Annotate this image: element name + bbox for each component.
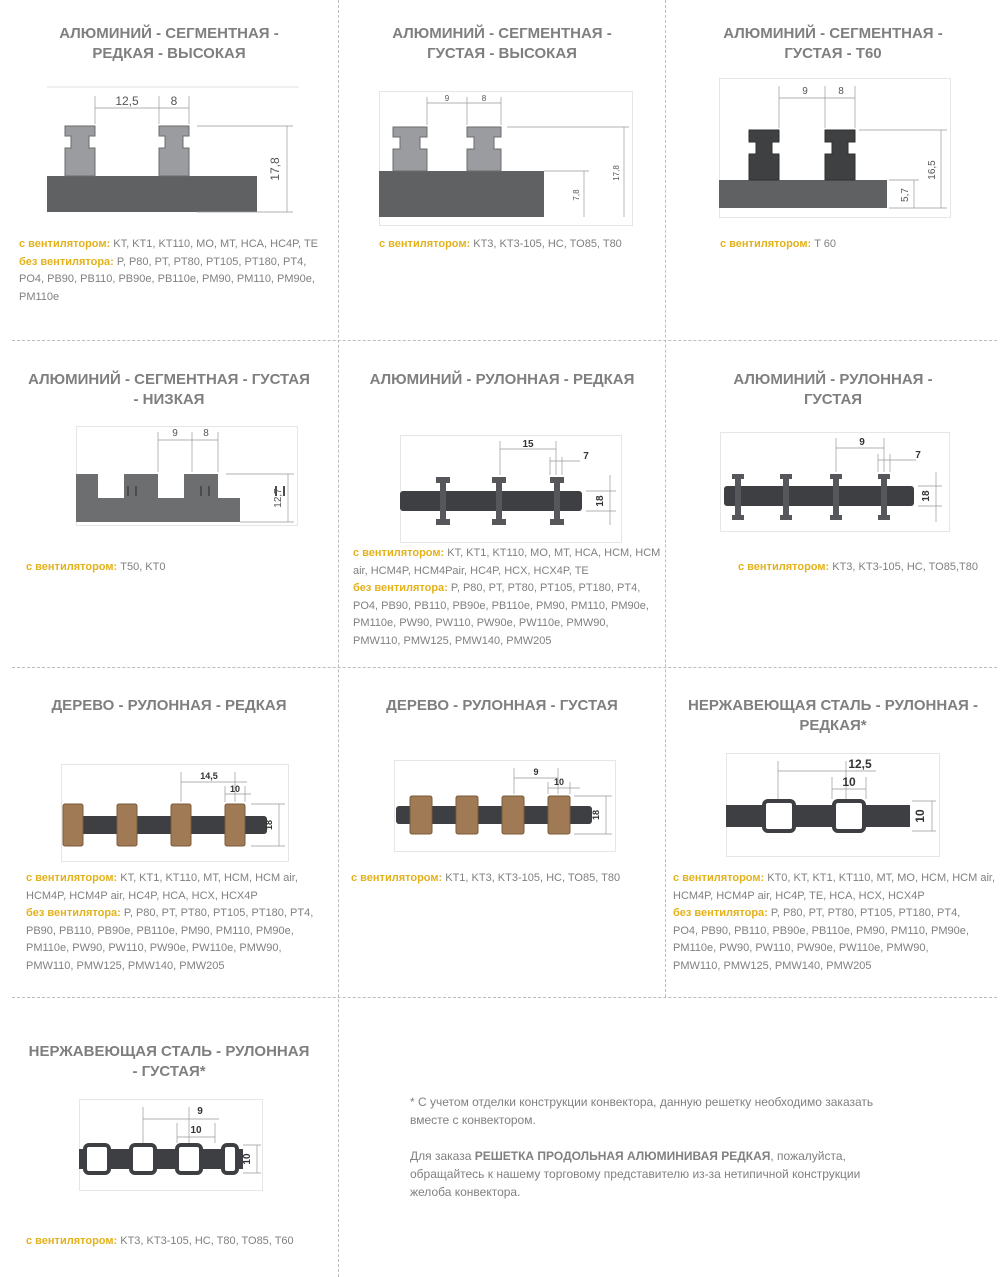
compatibility-list <box>26 870 336 975</box>
grille-title: АЛЮМИНИЙ - РУЛОННАЯ - ГУСТАЯ <box>733 371 933 408</box>
with-fan-label: с вентилятором: <box>673 872 765 884</box>
with-fan-label: с вентилятором: <box>26 1235 118 1247</box>
grille-title: НЕРЖАВЕЮЩАЯ СТАЛЬ - РУЛОННАЯ - ГУСТАЯ* <box>28 1043 310 1080</box>
grille-title: НЕРЖАВЕЮЩАЯ СТАЛЬ - РУЛОННАЯ - РЕДКАЯ* <box>688 697 978 734</box>
dim-label: 8 <box>170 94 178 108</box>
dim-label: 17,8 <box>612 165 621 181</box>
dim-label: 10 <box>242 1153 253 1165</box>
with-fan-models: KT3, KT3-105, HC, TO85,T80 <box>832 561 978 573</box>
with-fan-models: KT, KT1, KT110, MO, MT, HCA, HCM, HCM air, HCM4P, HCM4Pair, HC4P, HCX, HCX4P, TE <box>353 547 661 577</box>
with-fan-models: T 60 <box>814 238 837 250</box>
with-fan-label: с вентилятором: <box>19 238 111 250</box>
with-fan-label: с вентилятором: <box>26 872 118 884</box>
dim-label: 18 <box>595 495 606 507</box>
without-fan-models: P, P80, PT, PT80, PT105, PT180, PT4, PO4, PB90, PB110, PB90e, PB110e, PM90, PM110, PM90e, PM110e <box>19 255 315 303</box>
profile-drawing <box>47 86 299 226</box>
grille-title: ДЕРЕВО - РУЛОННАЯ - ГУСТАЯ <box>386 697 618 714</box>
dim-label: 10 <box>842 775 856 789</box>
dim-label: 7,8 <box>572 189 581 201</box>
without-fan-label: без вентилятора: <box>673 907 768 919</box>
dim-label: 8 <box>203 428 209 439</box>
dim-label: 10 <box>553 777 565 787</box>
dim-label: 8 <box>481 94 487 103</box>
profile-drawing <box>394 760 616 852</box>
profile-drawing <box>79 1099 263 1191</box>
dim-label: 9 <box>533 767 539 777</box>
order-note-prefix: Для заказа <box>410 1149 475 1163</box>
dim-label: 15 <box>522 439 534 450</box>
profile-drawing <box>76 426 298 526</box>
with-fan-models: T50, KT0 <box>120 561 166 573</box>
dim-label: 12,5 <box>115 94 139 108</box>
grille-cell-8 <box>339 668 665 997</box>
compatibility-list <box>26 1233 326 1251</box>
grille-cell-1 <box>0 0 338 340</box>
with-fan-label: с вентилятором: <box>26 561 118 573</box>
dim-label: 5,7 <box>900 188 911 202</box>
with-fan-label: с вентилятором: <box>379 238 471 250</box>
without-fan-models: P, P80, PT, PT80, PT105, PT180, PT4, PB90, PB110, PB90e, PB110e, PM90, PM110, PM90e, PM110e, PW90, PW110, PW90e, PW110e, PMW90, PMW110, PMW125, PMW140, PMW205 <box>26 907 314 972</box>
compatibility-list <box>351 870 661 888</box>
grille-cell-3 <box>666 0 1000 340</box>
with-fan-label: с вентилятором: <box>720 238 812 250</box>
dim-label: 18 <box>591 809 601 821</box>
grille-cell-10 <box>0 998 338 1277</box>
grille-cell-7 <box>0 668 338 997</box>
footnote: * С учетом отделки конструкции конвектора, данную решетку необходимо заказать вместе с конвектором. <box>410 1095 874 1127</box>
compatibility-list <box>738 559 998 577</box>
profile-drawing <box>719 78 951 218</box>
without-fan-label: без вентилятора: <box>353 582 448 594</box>
dim-label: 9 <box>197 1106 203 1117</box>
compatibility-list <box>19 236 334 306</box>
with-fan-models: KT3, KT3-105, HC, T80, TO85, T60 <box>120 1235 294 1247</box>
profile-drawing <box>726 753 940 857</box>
grille-cell-4 <box>0 341 338 667</box>
dim-label: 10 <box>190 1125 202 1136</box>
with-fan-models: KT, KT1, KT110, MO, MT, HCA, HC4P, TE <box>113 238 319 250</box>
with-fan-models: KT0, KT, KT1, KT110, MT, MO, HCM, HCM air, HCM4P, HCM4P air, HC4P, TE, HCA, HCX, HCX4P <box>673 872 996 902</box>
profile-drawing <box>61 764 289 862</box>
dim-label: 10 <box>229 784 241 794</box>
order-note <box>410 1147 970 1201</box>
dim-label: 17,8 <box>268 157 282 181</box>
without-fan-models: P, P80, PT, PT80, PT105, PT180, PT4, PO4, PB90, PB110, PB90e, PB110e, PM90, PM110, PM90e, PM110e, PW90, PW110, PW90e, PW110e, PMW90, PMW110, PMW125, PMW140, PMW205 <box>673 907 969 972</box>
order-note-product: РЕШЕТКА ПРОДОЛЬНАЯ АЛЮМИНИВАЯ РЕДКАЯ <box>474 1149 771 1163</box>
grille-cell-6 <box>666 341 1000 667</box>
compatibility-list <box>720 236 995 254</box>
dim-label: 12,7 <box>273 488 284 508</box>
compatibility-list <box>26 559 326 577</box>
dim-label: 10 <box>913 809 927 823</box>
with-fan-models: KT1, KT3, KT3-105, HC, TO85, T80 <box>445 872 621 884</box>
with-fan-label: с вентилятором: <box>353 547 445 559</box>
dim-label: 9 <box>859 437 865 448</box>
dim-label: 12,5 <box>848 757 872 771</box>
dim-label: 16,5 <box>927 160 938 180</box>
without-fan-label: без вентилятора: <box>19 255 114 268</box>
without-fan-label: без вентилятора: <box>26 907 121 919</box>
with-fan-models: KT, KT1, KT110, MT, HCM, HCM air, HCM4P, HCM4P air, HC4P, HCA, HCX, HCX4P <box>26 872 298 902</box>
grille-cell-5 <box>339 341 665 667</box>
with-fan-label: с вентилятором: <box>351 872 443 884</box>
order-note-suffix: , пожалуйста, обращайтесь к нашему торговому представителю из-за нетипичной конструкции желоба конвектора. <box>410 1149 861 1199</box>
grille-title: АЛЮМИНИЙ - СЕГМЕНТНАЯ - ГУСТАЯ - НИЗКАЯ <box>28 371 310 408</box>
compatibility-list <box>673 870 998 975</box>
profile-drawing <box>379 91 633 226</box>
compatibility-list <box>379 236 664 254</box>
with-fan-models: KT3, KT3-105, HC, TO85, T80 <box>473 238 622 250</box>
grille-title: АЛЮМИНИЙ - СЕГМЕНТНАЯ - РЕДКАЯ - ВЫСОКАЯ <box>59 25 279 62</box>
dim-label: 18 <box>921 490 932 502</box>
compatibility-list <box>353 545 663 650</box>
dim-label: 7 <box>915 450 921 461</box>
grille-title: АЛЮМИНИЙ - РУЛОННАЯ - РЕДКАЯ <box>369 371 635 388</box>
grille-title: АЛЮМИНИЙ - СЕГМЕНТНАЯ - ГУСТАЯ - ВЫСОКАЯ <box>392 25 612 62</box>
grille-title: ДЕРЕВО - РУЛОННАЯ - РЕДКАЯ <box>51 697 287 714</box>
with-fan-label: с вентилятором: <box>738 561 830 573</box>
profile-drawing <box>400 435 622 543</box>
grille-cell-2 <box>339 0 665 340</box>
dim-label: 8 <box>838 86 844 97</box>
dim-label: 9 <box>172 428 178 439</box>
dim-label: 18 <box>264 819 274 831</box>
dim-label: 9 <box>444 94 450 103</box>
grille-title: АЛЮМИНИЙ - СЕГМЕНТНАЯ - ГУСТАЯ - Т60 <box>723 25 943 62</box>
dim-label: 9 <box>802 86 808 97</box>
dim-label: 7 <box>583 451 589 462</box>
grille-cell-9 <box>666 668 1000 997</box>
profile-drawing <box>720 432 950 532</box>
without-fan-models: P, P80, PT, PT80, PT105, PT180, PT4, PO4, PB90, PB110, PB90e, PB110e, PM90, PM110, PM90e, PM110e, PW90, PW110, PW90e, PW110e, PMW90, PMW110, PMW125, PMW140, PMW205 <box>353 582 649 647</box>
dim-label: 14,5 <box>200 771 218 781</box>
